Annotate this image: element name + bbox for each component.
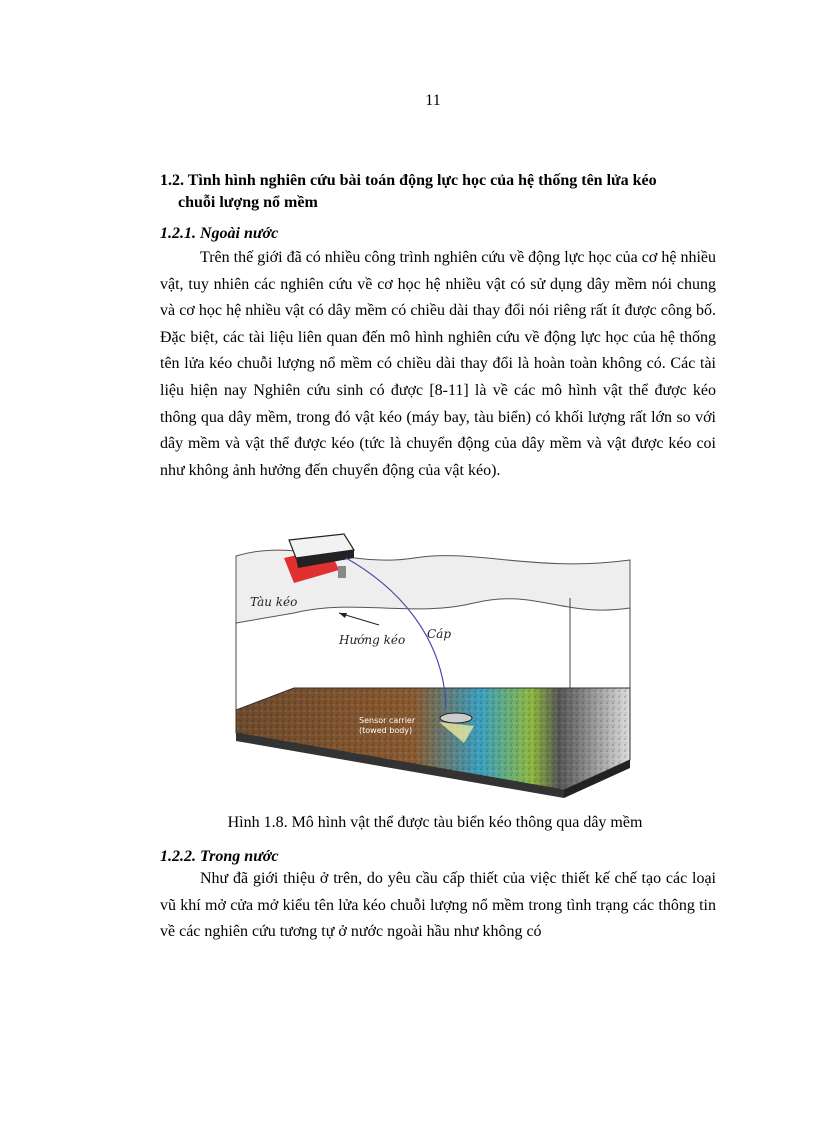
label-cable: Cáp [427, 627, 452, 641]
figure-caption: Hình 1.8. Mô hình vật thể được tàu biển kéo thông qua dây mềm [227, 814, 643, 831]
label-tug: Tàu kéo [250, 595, 298, 609]
figure [234, 528, 632, 798]
label-sensor-line1: Sensor carrier [359, 716, 416, 725]
ship-icon [284, 534, 354, 583]
subsection-heading-foreign: 1.2.1. Ngoài nước [160, 225, 279, 242]
section-heading [160, 170, 716, 214]
towed-body-diagram [234, 528, 632, 798]
paragraph-domestic: Như đã giới thiệu ở trên, do yêu cầu cấp thiết của việc thiết kế chế tạo các loại vũ khí mở cửa mở kiểu tên lửa kéo chuỗi lượng nổ mềm trong tình trạng các thông tin về các nghiên cứu tương tự ở nước ngoài hầu như không có [160, 870, 716, 941]
subsection-heading-domestic: 1.2.2. Trong nước [160, 848, 279, 865]
paragraph-foreign: Trên thế giới đã có nhiều công trình nghiên cứu về động lực học của cơ hệ nhiều vật, tuy nhiên các nghiên cứu về cơ học hệ nhiều vật có sử dụng dây mềm nói chung và cơ học hệ nhiều vật có dây mềm có chiều dài thay đổi nói riêng rất ít được công bố. Đặc biệt, các tài liệu liên quan đến mô hình nghiên cứu về động lực học của hệ thống tên lửa kéo chuỗi lượng nổ mềm có chiều dài thay đổi là hoàn toàn không có. Các tài liệu hiện nay Nghiên cứu sinh có được [8-11] là về các mô hình vật thể được kéo thông qua dây mềm, trong đó vật kéo (máy bay, tàu biển) có khối lượng rất lớn so với dây mềm và vật thể được kéo (tức là chuyển động của dây mềm và vật được kéo coi như không ảnh hưởng đến chuyển động của vật kéo). [160, 249, 716, 479]
label-direction: Hướng kéo [339, 633, 406, 647]
page-number: 11 [425, 92, 441, 109]
section-heading-line2: chuỗi lượng nổ mềm [178, 194, 318, 211]
section-heading-line1: 1.2. Tình hình nghiên cứu bài toán động lực học của hệ thống tên lửa kéo [160, 172, 657, 189]
label-sensor-line2: (towed body) [359, 726, 413, 735]
